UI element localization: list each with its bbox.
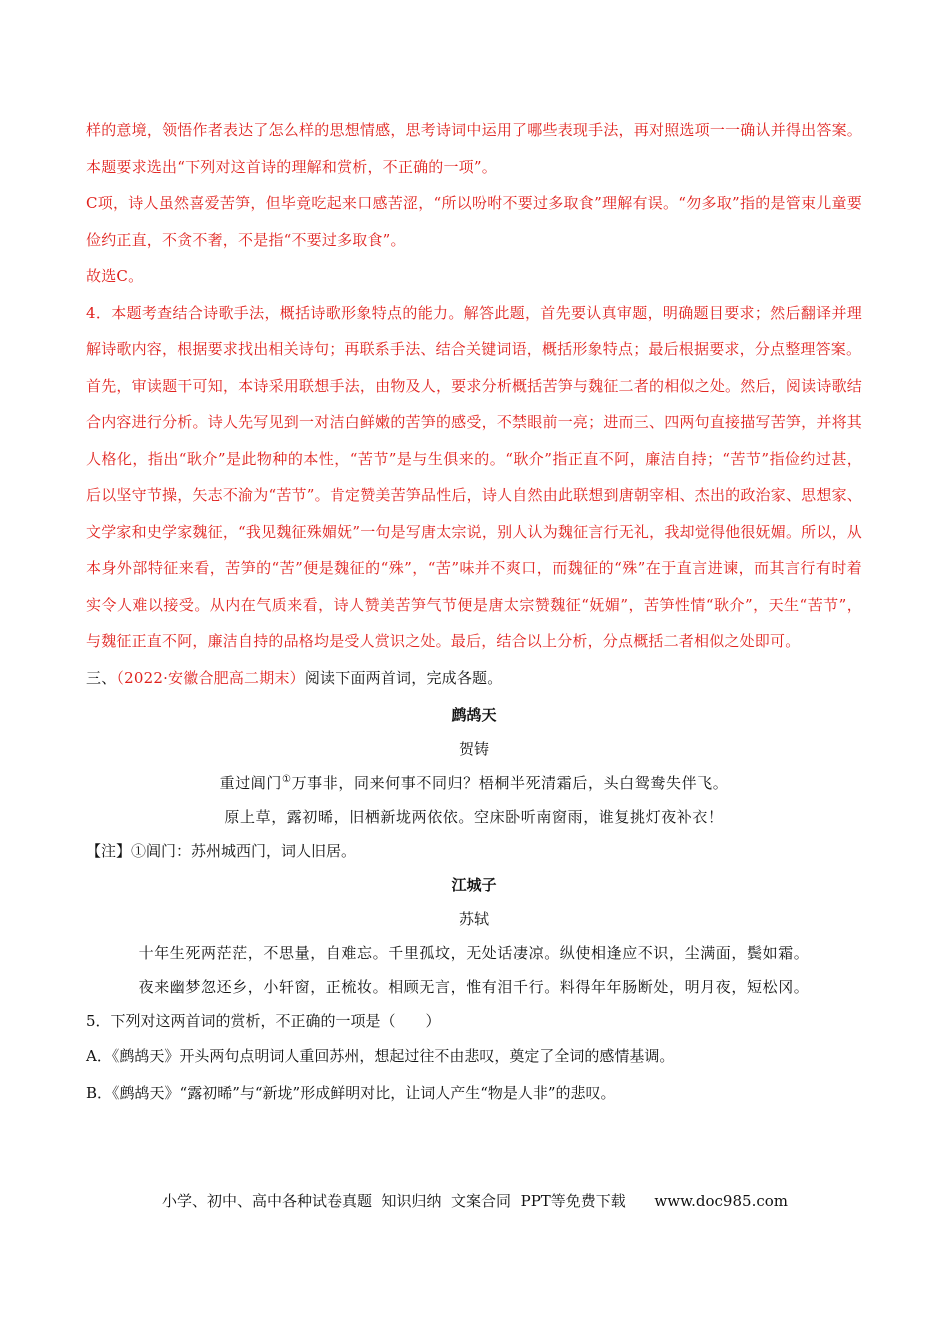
poem2-title: 江城子 bbox=[451, 876, 497, 894]
poem2-line-2: 夜来幽梦忽还乡，小轩窗，正梳妆。相顾无言，惟有泪千行。料得年年肠断处，明月夜，短松冈。 bbox=[138, 978, 810, 996]
poem1-author: 贺铸 bbox=[458, 740, 489, 758]
poem1-line-1 bbox=[86, 766, 862, 800]
analysis-paragraph-1: 样的意境，领悟作者表达了怎么样的思想情感，思考诗词中运用了哪些表现手法，再对照选项一一确认并得出答案。本题要求选出“下列对这首诗的理解和赏析，不正确的一项”。 bbox=[86, 121, 862, 176]
question5-option-a: A．《鹧鸪天》开头两句点明词人重回苏州，想起过往不由悲叹，奠定了全词的感情基调。 bbox=[86, 1047, 675, 1065]
section-source: （2022·安徽合肥高二期末） bbox=[116, 668, 305, 687]
poem1-note: 【注】①阊门：苏州城西门，词人旧居。 bbox=[86, 842, 357, 860]
analysis-paragraph-5: 首先，审读题干可知，本诗采用联想手法，由物及人，要求分析概括苦笋与魏征二者的相似之处。然后，阅读诗歌结合内容进行分析。诗人先写见到一对洁白鲜嫩的苦笋的感受，不禁眼前一亮；进而三、四两句直接描写苦笋，并将其人格化，指出“耿介”是此物种的本性，“苦节”是与生俱来的。“耿介”指正直不阿，廉洁自持；“苦节”指俭约过甚，后以坚守节操，矢志不渝为“苦节”。肯定赞美苦笋品性后，诗人自然由此联想到唐朝宰相、杰出的政治家、思想家、文学家和史学家魏征，“我见魏征殊媚妩”一句是写唐太宗说，别人认为魏征言行无礼，我却觉得他很妩媚。所以，从本身外部特征来看，苦笋的“苦”便是魏征的“殊”，“苦”味并不爽口，而魏征的“殊”在于直言进谏，而其言行有时着实令人难以接受。从内在气质来看，诗人赞美苦笋气节便是唐太宗赞魏征“妩媚”，苦笋性情“耿介”，天生“苦节”，与魏征正直不阿，廉洁自持的品格均是受人赏识之处。最后，结合以上分析，分点概括二者相似之处即可。 bbox=[86, 376, 862, 650]
analysis-paragraph-4: 4．本题考查结合诗歌手法，概括诗歌形象特点的能力。解答此题，首先要认真审题，明确题目要求；然后翻译并理解诗歌内容，根据要求找出相关诗句；再联系手法、结合关键词语，概括形象特点；最后根据要求，分点整理答案。 bbox=[86, 303, 862, 358]
question5-option-b: B．《鹧鸪天》“露初晞”与“新垅”形成鲜明对比，让词人产生“物是人非”的悲叹。 bbox=[86, 1084, 616, 1102]
poem2-author: 苏轼 bbox=[458, 910, 489, 928]
poem1-line-1-b: 万事非，同来何事不同归？梧桐半死清霜后，头白鸳鸯失伴飞。 bbox=[291, 774, 729, 792]
section-instruction: 阅读下面两首词，完成各题。 bbox=[304, 668, 503, 687]
section-three-heading bbox=[86, 660, 862, 697]
poem2-line-1: 十年生死两茫茫，不思量，自难忘。千里孤坟，无处话凄凉。纵使相逢应不识，尘满面，鬓如霜。 bbox=[138, 944, 810, 962]
analysis-paragraph-2: C项，诗人虽然喜爱苦笋，但毕竟吃起来口感苦涩，“所以吩咐不要过多取食”理解有误。“勿多取”指的是管束儿童要俭约正直，不贪不奢，不是指“不要过多取食”。 bbox=[86, 194, 862, 249]
poem1-title: 鹧鸪天 bbox=[451, 706, 497, 724]
page-footer: 小学、初中、高中各种试卷真题 知识归纳 文案合同 PPT等免费下载 www.doc985.com bbox=[161, 1192, 788, 1210]
poem1-line-2: 原上草，露初晞，旧栖新垅两依依。空床卧听南窗雨，谁复挑灯夜补衣！ bbox=[224, 808, 724, 826]
question5-stem: 5．下列对这两首词的赏析，不正确的一项是（ ） bbox=[86, 1012, 441, 1030]
poem1-footnote-mark: ① bbox=[282, 774, 292, 785]
page-content bbox=[86, 112, 862, 1112]
analysis-paragraph-3: 故选C。 bbox=[86, 267, 144, 285]
section-prefix: 三、 bbox=[86, 668, 117, 687]
poem1-line-1-a: 重过阊门 bbox=[219, 774, 282, 792]
